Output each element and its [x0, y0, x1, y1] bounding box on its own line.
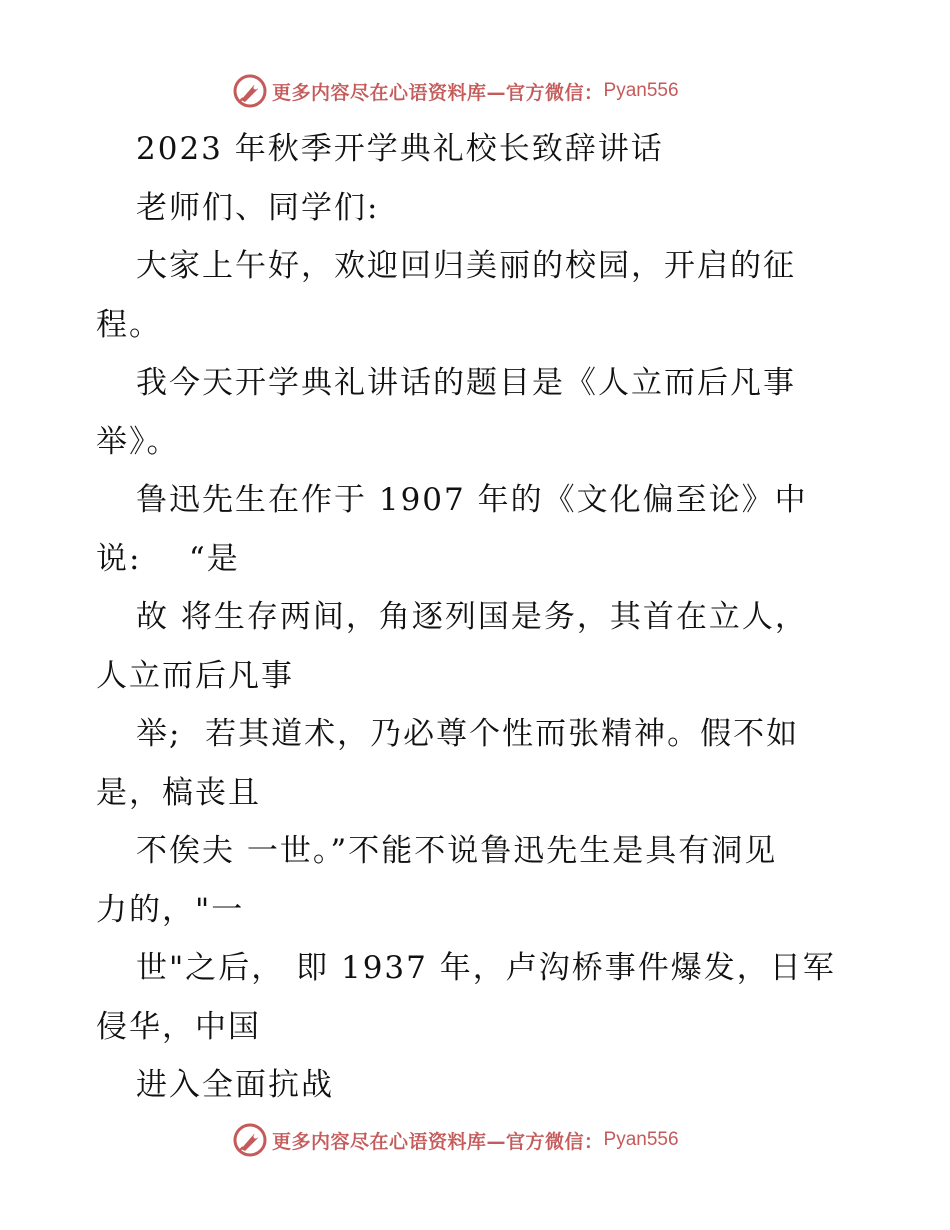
text-line: 我今天开学典礼讲话的题目是《人立而后凡事 [136, 365, 796, 401]
text-line: 侵华，中国 [96, 1008, 261, 1045]
text-line: 进入全面抗战 [136, 1067, 334, 1103]
text-line: 力的，"一 [96, 891, 245, 928]
text-line: 大家上午好，欢迎回归美丽的校园，开启的征 [136, 248, 796, 284]
pen-nib-logo-icon [232, 1122, 268, 1158]
document-title: 2023 年秋季开学典礼校长致辞讲话 [136, 131, 664, 167]
text-line: 鲁迅先生在作于 1907 年的《文化偏至论》中 [136, 482, 808, 518]
text-line: 老师们、同学们: [136, 189, 380, 226]
text-line: 说: “是 [96, 540, 240, 577]
document-body [96, 120, 856, 1115]
banner-wechat-id: Pyan556 [603, 1129, 679, 1150]
footer-banner [232, 1120, 679, 1160]
header-banner [232, 71, 679, 111]
text-line: 世"之后， 即 1937 年，卢沟桥事件爆发，日军 [136, 950, 836, 986]
text-line: 故 将生存两间，角逐列国是务，其首在立人， [136, 599, 808, 635]
text-line: 举》。 [96, 423, 180, 460]
text-line: 不俟夫 一世。”不能不说鲁迅先生是具有洞见 [136, 833, 778, 869]
text-line: 是，槁丧且 [96, 774, 261, 811]
text-line: 程。 [96, 306, 162, 343]
text-line: 人立而后凡事 [96, 657, 294, 694]
banner-text: 更多内容尽在心语资料库—官方微信： [272, 81, 604, 104]
pen-nib-logo-icon [232, 73, 268, 109]
banner-text: 更多内容尽在心语资料库—官方微信： [272, 1130, 604, 1153]
text-line: 举; 若其道术，乃必尊个性而张精神。假不如 [136, 716, 800, 752]
banner-wechat-id: Pyan556 [603, 80, 679, 101]
